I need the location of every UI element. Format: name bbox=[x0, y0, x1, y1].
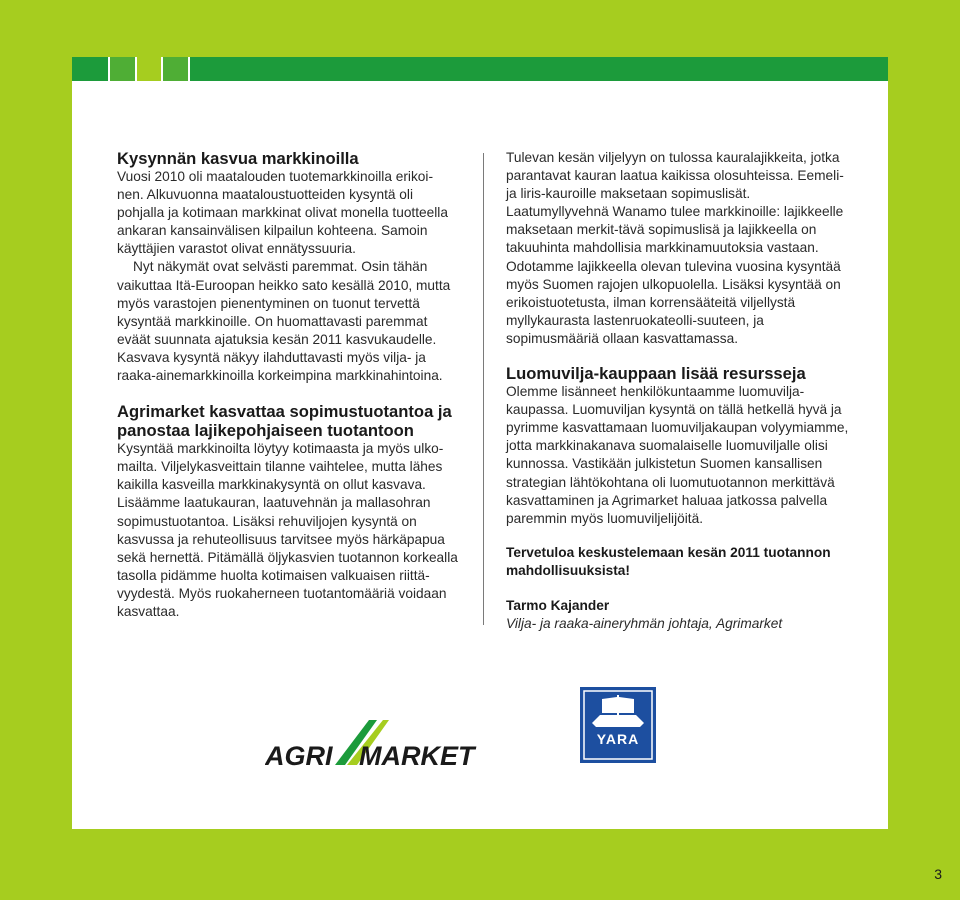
signature-name: Tarmo Kajander bbox=[506, 597, 610, 613]
paragraph: Nyt näkymät ovat selvästi paremmat. Osin tähän vaikuttaa Itä-Euroopan heikko sato kesällä 2010, mutta myös varastojen pienentyminen on tuonut tervettä kysyntää markkinoille. On huomattavasti paremmat eväät suunnata ajatuksia kesän 2011 kasvukaudelle. Kasvava kysyntä näkyy ilahduttavasti myös vilja- ja raaka-ainemarkkinoilla korkeimpina markkinahintoina. bbox=[117, 259, 451, 384]
agrimarket-logo bbox=[265, 720, 501, 770]
paragraph: Kysyntää markkinoilta löytyy kotimaasta ja myös ulko-mailta. Viljelykasveittain tilanne vaihtelee, mutta lähes kaikilla kasveilla markkinakysyntä on ollut kasvava. Lisäämme laatukauran, laatuvehnän ja mallasohran sopimustuotantoa. Lisäksi rehuviljojen kysyntä on kasvussa ja rehuteollisuus tarvitsee myös härkäpapua sekä hernettä. Pitämällä öljykasvien tuotannon korkealla tasolla pidämme huolta kotimaisen valkuaisen riittä-vyydestä. Myös ruokaherneen tuotantomääriä voidaan kasvattaa. bbox=[117, 441, 458, 619]
section-heading: Luomuvilja-kauppaan lisää resursseja bbox=[506, 364, 806, 384]
agrimarket-logo-right-text: MARKET bbox=[359, 741, 475, 770]
viking-ship-icon bbox=[580, 687, 656, 763]
paragraph: Olemme lisänneet henkilökuntaamme luomuvilja-kaupassa. Luomuviljan kysyntä on tällä hetkellä hyvä ja pyrimme kasvattamaan luomuviljakaupan volyymiamme, jotta markkinakanava suomalaiselle luomuviljalle olisi kunnossa. Vastikään julkistetun Suomen kansallisen strategian lähtökohtana oli luomutuotannon merkittävä kasvattaminen ja Agrimarket haluaa jatkossa palvella paremmin myös luomuviljelijöitä. bbox=[506, 384, 849, 526]
left-column bbox=[117, 149, 459, 621]
paragraph: Tulevan kesän viljelyyn on tulossa kauralajikkeita, jotka parantavat kauran laatua kaikissa olosuhteissa. Eemeli- ja liris-kauroille maksetaan sopimuslisät. Laatumyllyvehnä Wanamo tulee markkinoille: lajikkeelle maksetaan merkit-tävä sopimuslisä ja lajikkeella on takuuhinta mahdollisia markkinamuutoksia vastaan. Odotamme lajikkeella olevan tulevina vuosina kysyntää myös Suomen rajojen ulkopuolella. Lisäksi kysyntää on erikoistuotetusta, ilman korrensääteitä viljellystä myllykaurasta lastenruokateolli-suuteen, ja sopimusmääriä ollaan kasvattamassa. bbox=[506, 150, 844, 346]
section-heading: Kysynnän kasvua markkinoilla bbox=[117, 149, 359, 168]
yara-logo-text: YARA bbox=[596, 731, 640, 747]
agrimarket-logo-left-text: AGRI bbox=[265, 741, 333, 770]
section-heading: Agrimarket kasvattaa sopimustuotantoa ja panostaa lajikepohjaiseen tuotantoon bbox=[117, 402, 452, 441]
right-column bbox=[506, 149, 851, 633]
welcome-text: Tervetuloa keskustelemaan kesän 2011 tuotannon mahdollisuuksista! bbox=[506, 544, 831, 578]
column-divider bbox=[483, 153, 484, 625]
page-sheet bbox=[72, 57, 888, 829]
yara-logo bbox=[580, 687, 656, 763]
paragraph: Vuosi 2010 oli maatalouden tuotemarkkinoilla erikoi-nen. Alkuvuonna maataloustuotteiden kysyntä oli pohjalla ja kotimaan markkinat olivat monella tuotteella ankaran kansainvälisen kilpailun kohteena. Samoin käyttäjien varastot olivat ennätyssuuria. bbox=[117, 169, 448, 257]
page-number: 3 bbox=[934, 866, 942, 882]
header-color-strip bbox=[72, 57, 888, 81]
signature-title: Vilja- ja raaka-aineryhmän johtaja, Agrimarket bbox=[506, 616, 783, 632]
